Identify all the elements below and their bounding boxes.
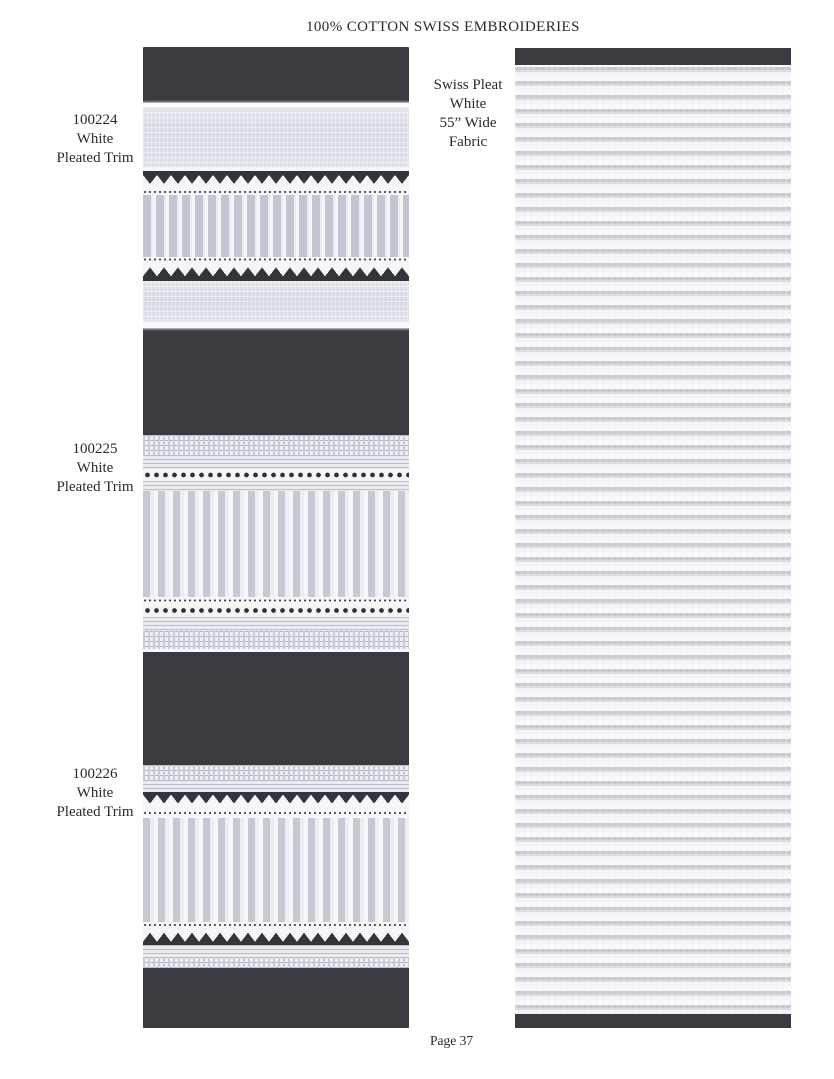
fabric-material: Fabric (448, 134, 488, 150)
micro-pleat-band (143, 435, 409, 455)
trim-100226-swatch (143, 765, 409, 968)
eyelet-lace-band (143, 928, 409, 945)
sample-type: Pleated Trim (56, 479, 134, 495)
trim-100225-swatch (143, 435, 409, 652)
micro-pleat-band (143, 957, 409, 968)
pleat-band (143, 818, 409, 922)
sample-color: White (76, 785, 114, 801)
pleat-band (143, 195, 409, 257)
sample-color: White (76, 131, 114, 147)
stitch-line (143, 808, 409, 818)
page-title: 100% COTTON SWISS EMBROIDERIES (306, 19, 580, 35)
plain-fabric-band (143, 281, 409, 323)
sample-code: 100225 (72, 441, 118, 457)
trim-samples-photo (143, 47, 409, 1028)
plain-fabric-band (143, 107, 409, 167)
sample-code: 100226 (72, 766, 118, 782)
texture-band (143, 481, 409, 491)
sample-code: 100224 (72, 112, 118, 128)
texture-band (143, 455, 409, 469)
dot-lace-band (143, 604, 409, 617)
sample-type: Pleated Trim (56, 150, 134, 166)
texture-band (143, 945, 409, 957)
fabric-name: Swiss Pleat (433, 77, 503, 93)
eyelet-lace-band (143, 262, 409, 281)
trim-100224-swatch (143, 103, 409, 328)
micro-pleat-band (143, 765, 409, 780)
fabric-color: White (449, 96, 487, 112)
sample-type: Pleated Trim (56, 804, 134, 820)
stitch-line (143, 597, 409, 604)
dot-lace-band (143, 469, 409, 481)
texture-band (143, 617, 409, 631)
eyelet-lace-band (143, 792, 409, 808)
pleated-fabric-swatch (515, 65, 791, 1014)
sample-color: White (76, 460, 114, 476)
fabric-width: 55” Wide (439, 115, 497, 131)
texture-band (143, 780, 409, 792)
fabric-photo (515, 48, 791, 1028)
eyelet-lace-band (143, 171, 409, 189)
fabric-edge (143, 649, 409, 652)
fabric-edge (143, 323, 409, 328)
page-number: Page 37 (430, 1033, 474, 1048)
micro-pleat-band (143, 631, 409, 649)
pleat-band (143, 491, 409, 597)
